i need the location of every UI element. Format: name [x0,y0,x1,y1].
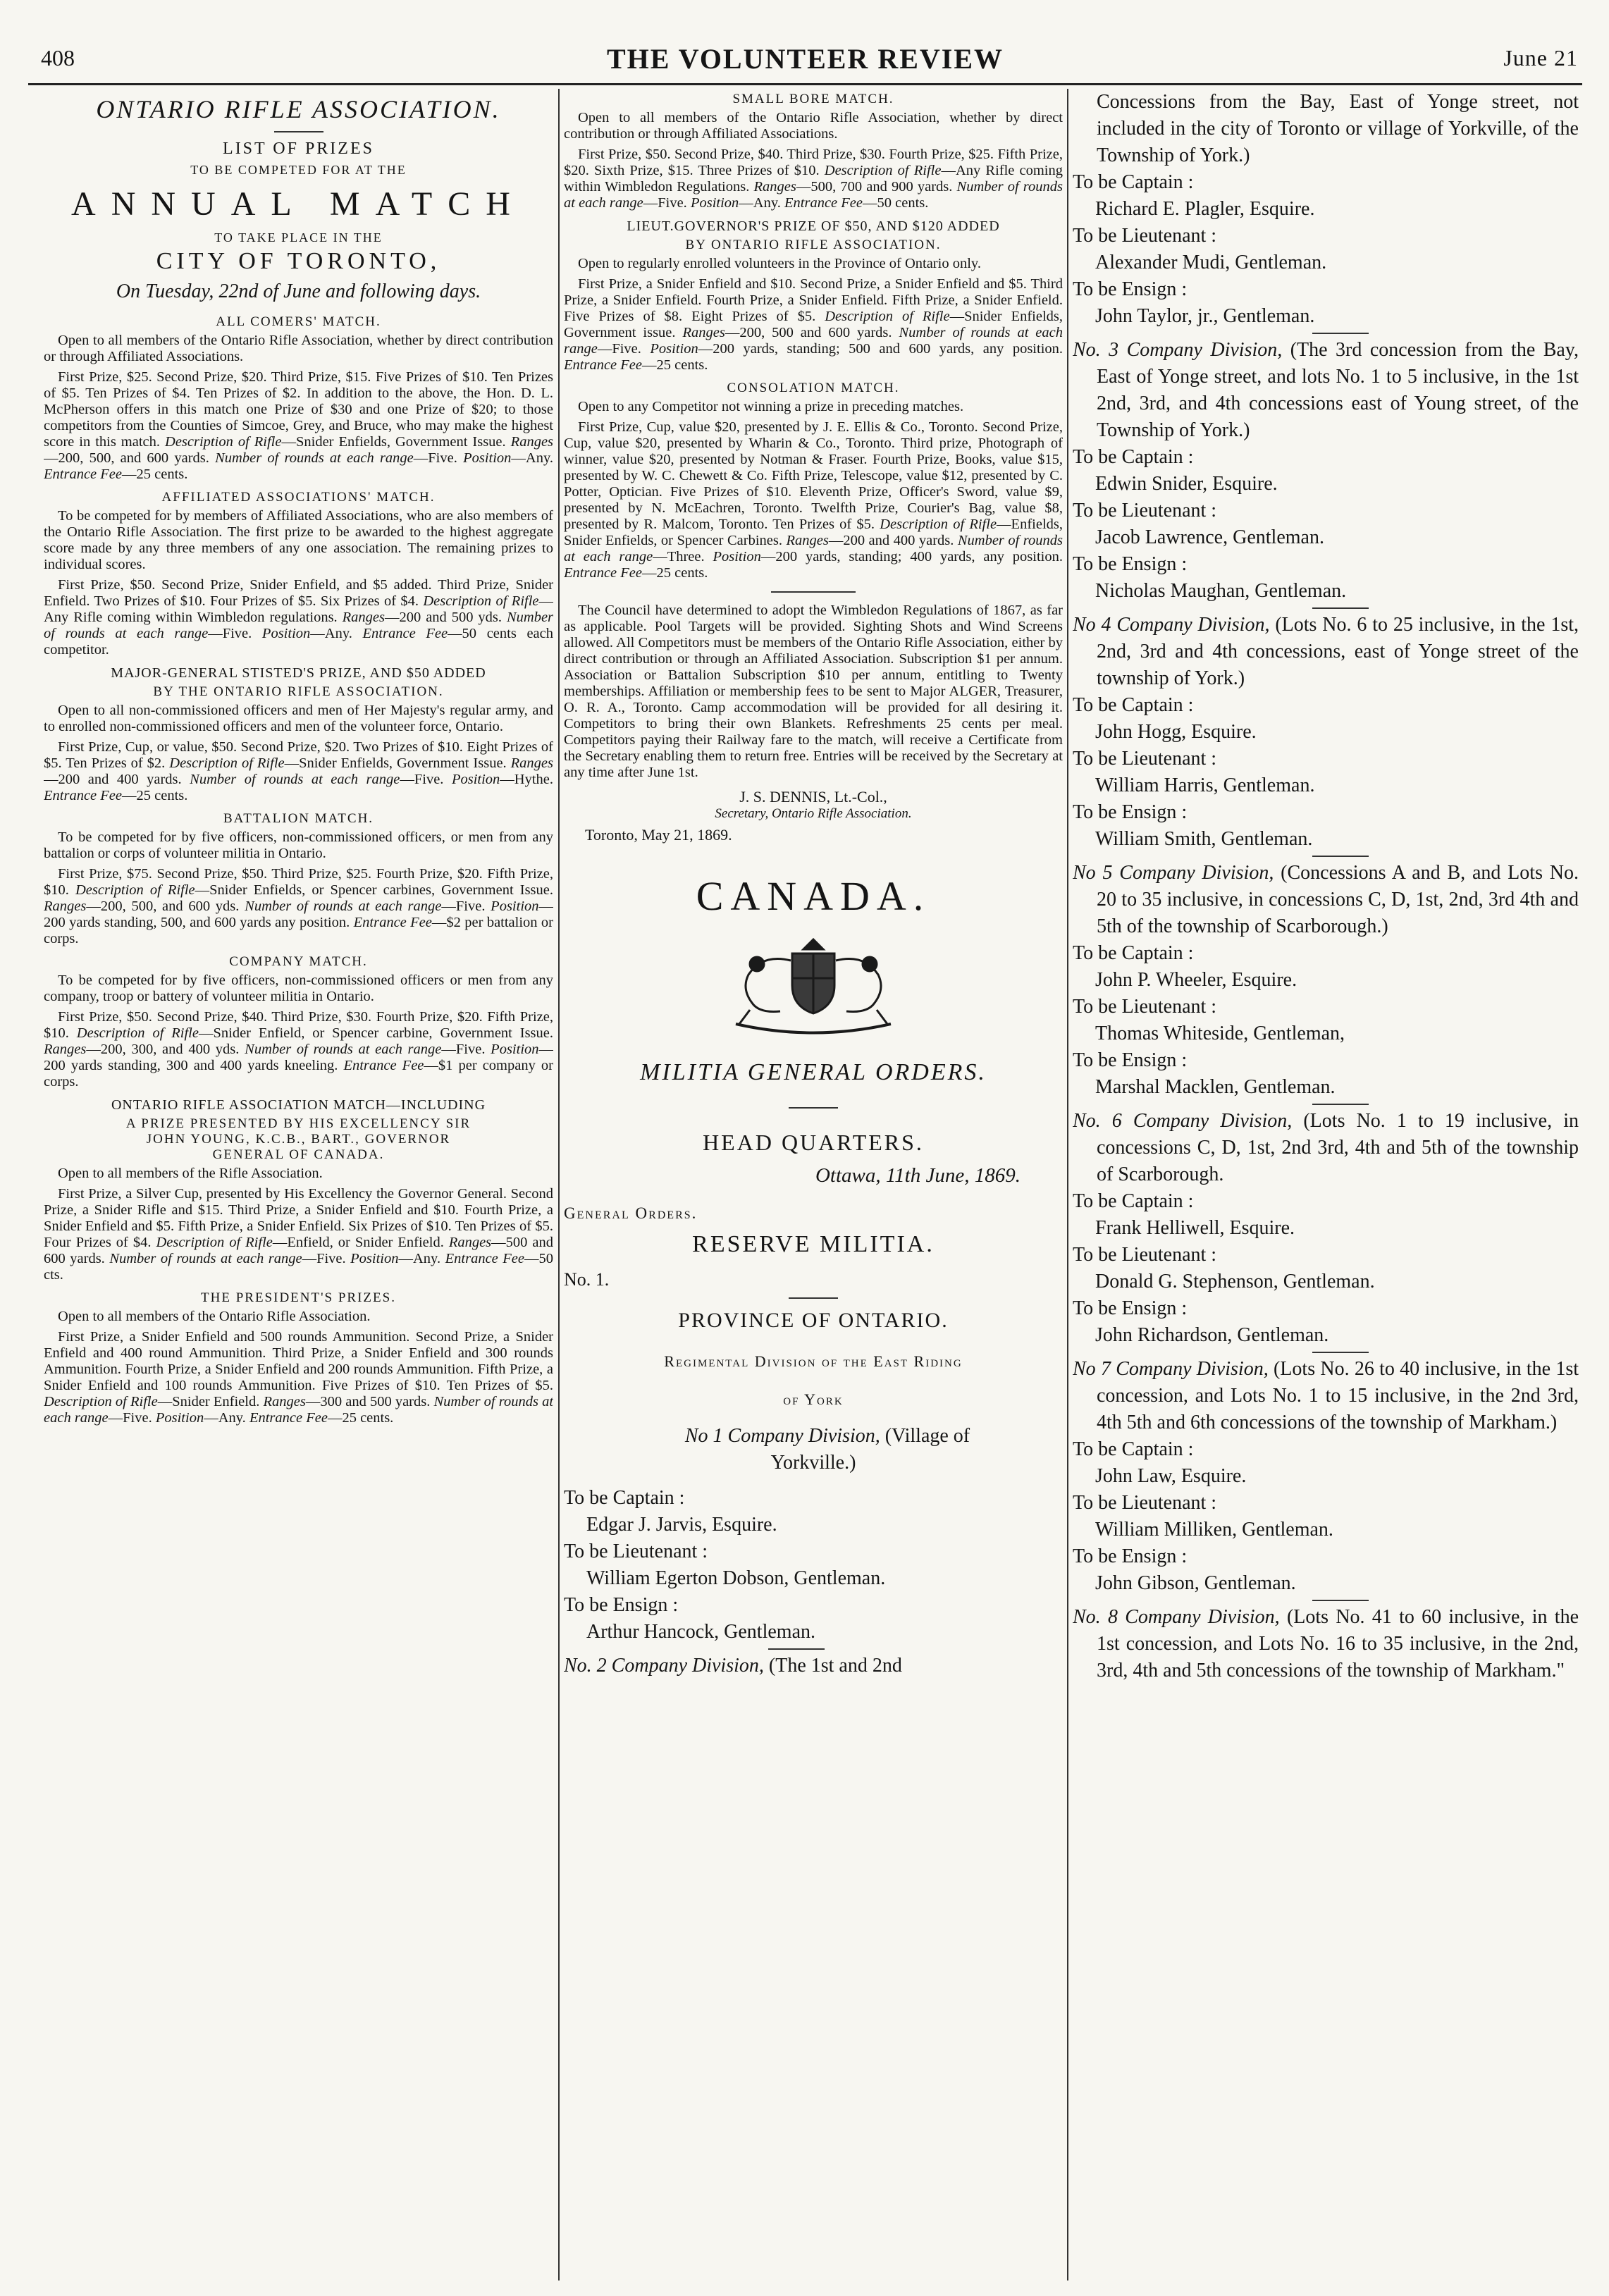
officer-name: Donald G. Stephenson, Gentleman. [1095,1271,1375,1292]
section-heading: BATTALION MATCH. [223,811,374,826]
rule [1312,1104,1369,1105]
subtitle-line: TO BE COMPETED FOR AT THE [190,163,407,177]
annual-match-title: ANNUAL MATCH [71,185,526,223]
officer-name: John Richardson, Gentleman. [1095,1324,1329,1346]
officer-name: John Taylor, jr., Gentleman. [1095,305,1315,327]
province-heading: PROVINCE OF ONTARIO. [678,1309,949,1332]
city-title: CITY OF TORONTO, [156,248,441,274]
order-number: No. 1. [564,1269,610,1290]
column-2 [564,89,1063,2273]
company-division-4: No 4 Company Division, (Lots No. 6 to 25 inclusive, in the 1st, 2nd, 3rd and 4th concessions, east of Yonge street of the township of York.) [1073,614,1579,689]
rank-label: To be Ensign : [1073,278,1188,300]
column-3 [1073,89,1579,2280]
officer-name: John Gibson, Gentleman. [1095,1572,1296,1594]
rank-label: To be Ensign : [1073,553,1188,575]
rank-label: To be Ensign : [1073,1297,1188,1319]
page-number: 408 [41,45,75,70]
officer-name: Edgar J. Jarvis, Esquire. [586,1514,777,1536]
company-division-6: No. 6 Company Division, (Lots No. 1 to 19 inclusive, in concessions C, D, 1st, 2nd 3rd, 4th and 5th of the township of Scarborough. [1073,1110,1579,1185]
officer-name: John Hogg, Esquire. [1095,721,1257,743]
issue-date: June 21 [1503,45,1578,70]
paragraph: Open to all non-commissioned officers and men of Her Majesty's regular army, and to enrolled non-commissioned officers and men of the volunteer force, Ontario. [44,703,553,734]
company-division-heading: No. 2 Company Division, (The 1st and 2nd [564,1655,902,1677]
rank-label: To be Captain : [1073,171,1194,193]
rank-label: To be Lieutenant : [1073,748,1217,770]
paragraph: Open to any Competitor not winning a prize in preceding matches. [578,399,964,414]
section-heading: COMPANY MATCH. [229,954,368,969]
column-divider-1 [558,89,560,2280]
rule [789,1297,838,1299]
rule [771,591,856,593]
officer-name: William Harris, Gentleman. [1095,774,1315,796]
officer-name: Jacob Lawrence, Gentleman. [1095,526,1324,548]
officer-name: Edwin Snider, Esquire. [1095,473,1278,495]
rule [1312,1600,1369,1601]
officer-name: Marshal Macklen, Gentleman. [1095,1076,1336,1098]
officer-name: John P. Wheeler, Esquire. [1095,969,1297,991]
rank-label: To be Captain : [1073,446,1194,468]
section-heading: SMALL BORE MATCH. [732,92,894,106]
officer-name: William Milliken, Gentleman. [1095,1519,1333,1541]
officer-name: William Egerton Dobson, Gentleman. [586,1567,886,1589]
paragraph: First Prize, $50. Second Prize, $40. Third Prize, $30. Fourth Prize, $20. Fifth Prize, $10. Description of Rifle—Snider Enfield, or Spencer carbine, Government Issue. Ranges—200, 300, and 400 yds. Number of rounds at each range—Five. Position—200 yards standing, 300 and 400 yards kneeling. Entrance Fee—$1 per company or corps. [44,1009,553,1090]
paragraph: To be competed for by five officers, non-commissioned officers, or men from any battalion or corps of volunteer militia in Ontario. [44,829,553,861]
section-heading: AFFILIATED ASSOCIATIONS' MATCH. [161,490,436,505]
regimental-division: Regimental Division of the East Riding of York [664,1352,963,1408]
signature-name: J. S. DENNIS, Lt.-Col., [739,788,887,806]
rule [1312,333,1369,334]
rank-label: To be Captain : [1073,1438,1194,1460]
paragraph: First Prize, $75. Second Prize, $50. Third Prize, $25. Fourth Prize, $20. Fifth Prize, $10. Description of Rifle—Snider Enfields, or Spencer carbines, Government Issue. Ranges—200, 500, and 600 yds. Number of rounds at each range—Five. Position—200 yards standing, 500, and 600 yards any position. Entrance Fee—$2 per battalion or corps. [44,866,553,946]
rank-label: To be Ensign : [564,1594,679,1616]
rank-label: To be Lieutenant : [1073,1492,1217,1514]
officer-name: William Smith, Gentleman. [1095,828,1313,850]
section-heading: CONSOLATION MATCH. [727,381,900,395]
company-division-heading: No 1 Company Division, (Village of [684,1425,970,1447]
paragraph: Open to all members of the Ontario Rifle Association, whether by direct contribution or through Affiliated Associations. [564,110,1063,142]
company-division-7: No 7 Company Division, (Lots No. 26 to 40 inclusive, in the 1st concession, and Lots No. 1 to 15 inclusive, in the 2nd 3rd, 4th 5th and 6th concessions of the township of Markham.) [1073,1358,1579,1433]
section-heading: GENERAL OF CANADA. [212,1147,385,1162]
officer-name: Arthur Hancock, Gentleman. [586,1621,815,1643]
paragraph: Open to regularly enrolled volunteers in the Province of Ontario only. [578,256,981,271]
general-orders: General Orders. [564,1204,698,1222]
head-quarters: HEAD QUARTERS. [703,1130,924,1155]
section-heading: ALL COMERS' MATCH. [216,314,381,329]
paragraph: Open to all members of the Ontario Rifle Association, whether by direct contribution or through Affiliated Associations. [44,333,553,364]
rule [768,1648,825,1650]
paragraph: Open to all members of the Rifle Association. [58,1166,323,1181]
paragraph: First Prize, $25. Second Prize, $20. Third Prize, $15. Five Prizes of $10. Ten Prizes of $5. Ten Prizes of $4. Ten Prizes of $2. In addition to the above, the Hon. D. L. McPherson offers in this match one Prize of $30 and one Prize of $20; to those competitors from the Counties of Simcoe, Grey, and Bruce, who may make the highest score in this match. Description of Rifle—Snider Enfields, Government Issue. Ranges—200, 500, and 600 yards. Number of rounds at each range—Five. Position—Any. Entrance Fee—25 cents. [44,369,553,482]
rank-label: To be Ensign : [1073,1049,1188,1071]
officer-name: John Law, Esquire. [1095,1465,1247,1487]
page-header [28,11,1582,75]
rank-label: To be Captain : [1073,694,1194,716]
rank-label: To be Lieutenant : [564,1541,708,1562]
paragraph: To be competed for by members of Affiliated Associations, who are also members of the Ontario Rifle Association. The first prize to be awarded to the highest aggregate score made by any three members of any one association. The remaining prizes to individual scores. [44,508,553,572]
paragraph: To be competed for by five officers, non-commissioned officers or men from any company, troop or battery of volunteer militia in Ontario. [44,973,553,1004]
paragraph: First Prize, a Silver Cup, presented by His Excellency the Governor General. Second Prize, a Snider Rifle and $15. Third Prize, a Snider Enfield and $10. Fourth Prize, a Snider Enfield and $5. Fifth Prize, a Snider Enfield. Six Prizes of $10. Ten Prizes of $5. Four Prizes of $4. Description of Rifle—Enfield, or Snider Enfield. Ranges—500 and 600 yards. Number of rounds at each range—Five. Position—Any. Entrance Fee—50 cts. [44,1186,553,1283]
column-1 [44,89,553,2273]
reserve-militia-heading: RESERVE MILITIA. [692,1231,935,1257]
signature-date: Toronto, May 21, 1869. [585,826,732,844]
rule [274,131,323,132]
column-divider-2 [1067,89,1068,2280]
rank-label: To be Lieutenant : [1073,1244,1217,1266]
date-line: On Tuesday, 22nd of June and following days. [116,280,481,302]
list-of-prizes: LIST OF PRIZES [223,140,374,158]
paragraph: First Prize, a Snider Enfield and $10. Second Prize, a Snider Enfield and $5. Third Prize, a Snider Enfield. Fourth Prize, a Snider Enfield. Fifth Prize, a Snider Enfield. Five Prizes of $8. Eight Prizes of $5. Description of Rifle—Snider Enfields, Government issue. Ranges—200, 500 and 600 yards. Number of rounds at each range—Five. Position—200 yards, standing; 500 and 600 yards, any position. Entrance Fee—25 cents. [564,276,1063,373]
section-heading: ONTARIO RIFLE ASSOCIATION MATCH—INCLUDING [111,1097,486,1113]
officer-name: Richard E. Plagler, Esquire. [1095,198,1315,220]
rank-label: To be Captain : [1073,942,1194,964]
rank-label: To be Captain : [1073,1190,1194,1212]
section-heading: MAJOR-GENERAL STISTED'S PRIZE, AND $50 ADDED [111,665,486,681]
company-division-3: No. 3 Company Division, (The 3rd concession from the Bay, East of Yonge street, and lots No. 1 to 5 inclusive, in the 1st 2nd, 3rd, and 4th concessions east of Young street, of the Township of York.) [1073,339,1579,441]
rank-label: To be Lieutenant : [1073,500,1217,521]
rank-label: To be Captain : [564,1487,685,1509]
rule [789,1107,838,1109]
officer-name: Nicholas Maughan, Gentleman. [1095,580,1347,602]
rule [1312,856,1369,857]
company-division-5: No 5 Company Division, (Concessions A and B, and Lots No. 20 to 35 inclusive, in concessions C, D, 1st, 2nd, 3rd 4th and 5th of the township of Scarborough.) [1073,862,1579,937]
officer-name: Thomas Whiteside, Gentleman, [1095,1023,1345,1044]
company-division-8: No. 8 Company Division, (Lots No. 41 to 60 inclusive, in the 1st concession, and Lots No. 16 to 35 inclusive, in the 2nd, 3rd, 4th and 5th concessions of the township of Markham." [1073,1606,1579,1681]
rank-label: To be Ensign : [1073,801,1188,823]
paragraph: First Prize, Cup, value $20, presented by J. E. Ellis & Co., Toronto. Second Prize, Cup, value $20, presented by Wharin & Co., Toronto. Third prize, Photograph of winner, value $20, presented by Notman & Fraser. Fourth Prize, Books, value $15, presented by W. C. Chewett & Co. Fifth Prize, Telescope, value $12, presented by C. Potter, Optician. Five Prizes of $10. Eleventh Prize, Officer's Sword, value $9, presented by N. McEachren, Toronto. Twelfth Prize, Courier's Bag, value $8, presented by R. Malcom, Toronto. Ten Prizes of $5. Description of Rifle—Enfields, Snider Enfields, or Spencer Carbines. Ranges—200 and 400 yards. Number of rounds at each range—Three. Position—200 yards, standing; 400 yards, any position. Entrance Fee—25 cents. [564,419,1063,581]
subtitle-line: TO TAKE PLACE IN THE [214,230,383,245]
paragraph: First Prize, Cup, or value, $50. Second Prize, $20. Two Prizes of $10. Eight Prizes of $5. Ten Prizes of $2. Description of Rifle—Snider Enfields, Government Issue. Ranges—200 and 400 yards. Number of rounds at each range—Five. Position—Hythe. Entrance Fee—25 cents. [44,739,553,803]
paragraph: Open to all members of the Ontario Rifle Association. [58,1309,371,1324]
royal-coat-of-arms-icon [708,932,919,1038]
publication-title: THE VOLUNTEER REVIEW [606,43,1004,75]
rank-label: To be Lieutenant : [1073,225,1217,247]
section-heading: JOHN YOUNG, K.C.B., BART., GOVERNOR [146,1132,451,1147]
rule [1312,1352,1369,1353]
section-heading: LIEUT.GOVERNOR'S PRIZE OF $50, AND $120 ADDED [627,218,1000,234]
rank-label: To be Lieutenant : [1073,996,1217,1018]
rank-label: To be Ensign : [1073,1545,1188,1567]
header-rule [28,83,1582,85]
signature-title: Secretary, Ontario Rifle Association. [715,806,912,821]
section-heading: A PRIZE PRESENTED BY HIS EXCELLENCY SIR [125,1116,471,1131]
company-division-heading: Yorkville.) [770,1452,856,1474]
paragraph: First Prize, $50. Second Prize, $40. Third Prize, $30. Fourth Prize, $25. Fifth Prize, $20. Sixth Prize, $15. Three Prizes of $10. Description of Rifle—Any Rifle coming within Wimbledon Regulations. Ranges—500, 700 and 900 yards. Number of rounds at each range—Five. Position—Any. Entrance Fee—50 cents. [564,147,1063,211]
militia-orders-heading: MILITIA GENERAL ORDERS. [640,1059,987,1085]
council-notice: The Council have determined to adopt the Wimbledon Regulations of 1867, as far as applicable. Pool Targets will be provided. Sighting Shots and Wind Screens allowed. All Competitors must be members of the Ontario Rifle Association, either by direct contribution or through an Affiliated Association. Subscription $1 per annum. Association or Battalion Subscription $10 per annum, entitling to Twenty memberships. Affiliation or membership fees to be sent to Major ALGER, Treasurer, O. R. A., Toronto. Camp accommodation will be provided for all desiring it. Competitors to bring their own Blankets. Refreshments 25 cents per meal. Competitors paying their Railway fare to the match, will receive a Certificate from the Secretary enabling them to return free. Entries will be received by the Secretary at any time after June 1st. [564,603,1063,780]
officer-name: Frank Helliwell, Esquire. [1095,1217,1295,1239]
rule [1312,607,1369,609]
paragraph: First Prize, $50. Second Prize, Snider Enfield, and $5 added. Third Prize, Snider Enfield. Two Prizes of $10. Four Prizes of $5. Six Prizes of $4. Description of Rifle—Any Rifle coming within Wimbledon regulations. Ranges—200 and 500 yds. Number of rounds at each range—Five. Position—Any. Entrance Fee—50 cents each competitor. [44,577,553,658]
section-heading: BY ONTARIO RIFLE ASSOCIATION. [685,237,942,252]
association-title: ONTARIO RIFLE ASSOCIATION. [96,95,501,123]
division-continuation: Concessions from the Bay, East of Yonge street, not included in the city of Toronto or village of Yorkville, of the Township of York.) [1097,91,1579,166]
paragraph: First Prize, a Snider Enfield and 500 rounds Ammunition. Second Prize, a Snider Enfield and 400 round Ammunition. Third Prize, a Snider Enfield and 300 rounds Ammunition. Fourth Prize, a Snider Enfield and 200 rounds Ammunition. Fifth Prize, a Snider Enfield and 100 rounds Ammunition. Five Prizes of $10. Ten Prizes of $5. Description of Rifle—Snider Enfield. Ranges—300 and 500 yards. Number of rounds at each range—Five. Position—Any. Entrance Fee—25 cents. [44,1329,553,1426]
canada-heading: CANADA. [696,873,931,919]
section-heading: THE PRESIDENT'S PRIZES. [201,1290,396,1305]
section-heading: BY THE ONTARIO RIFLE ASSOCIATION. [153,684,444,699]
officer-name: Alexander Mudi, Gentleman. [1095,252,1327,273]
dateline: Ottawa, 11th June, 1869. [815,1164,1021,1187]
